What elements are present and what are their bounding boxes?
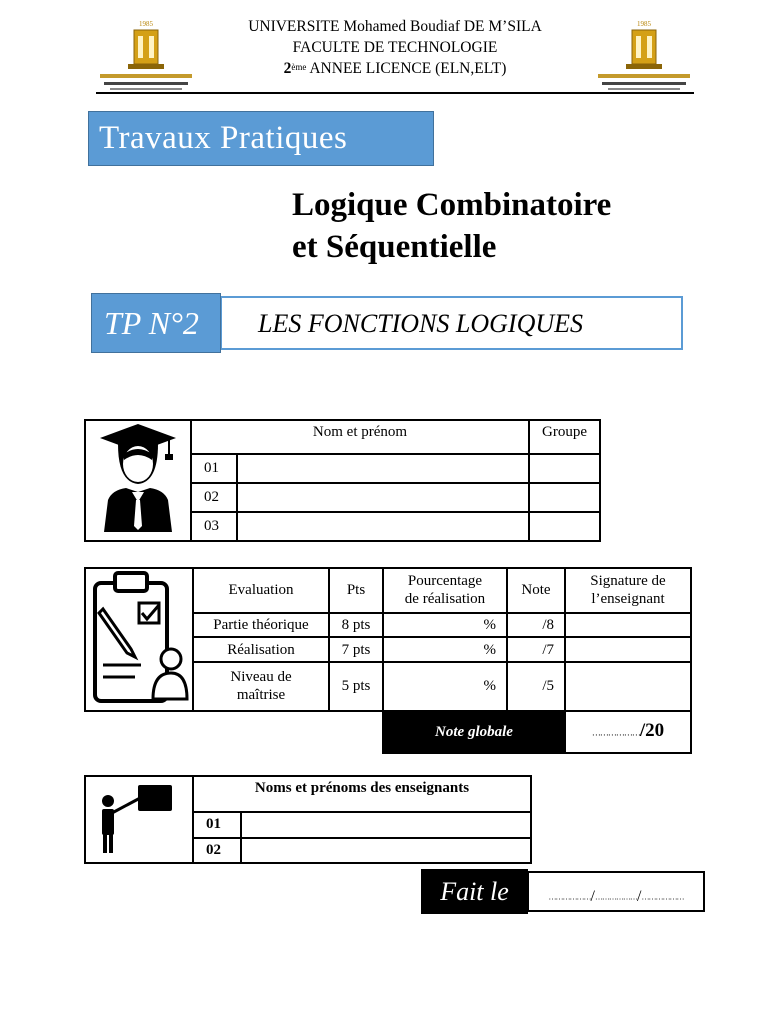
evaluation-points: 5 pts xyxy=(329,662,383,711)
student-group-field[interactable] xyxy=(529,512,600,541)
clipboard-icon xyxy=(89,569,189,705)
global-note-field[interactable] xyxy=(565,711,691,753)
teacher-name-field[interactable] xyxy=(241,838,531,863)
student-name-field[interactable] xyxy=(237,454,529,483)
signature-column-header: Signature de l’enseignant xyxy=(565,568,691,613)
teacher-icon xyxy=(86,777,190,857)
faculty-name: FACULTE DE TECHNOLOGIE xyxy=(292,39,498,56)
percent-column-header: Pourcentage de réalisation xyxy=(383,568,507,613)
note-field[interactable]: /7 xyxy=(507,637,565,662)
note-field[interactable]: /8 xyxy=(507,613,565,638)
date-field[interactable]: ………………/………………/……………… xyxy=(527,871,705,912)
evaluation-icon-cell xyxy=(85,568,193,711)
students-table xyxy=(84,419,601,542)
teacher-icon-cell xyxy=(85,776,193,863)
evaluation-points: 8 pts xyxy=(329,613,383,638)
global-note-label: Note globale xyxy=(383,711,565,753)
university-name: UNIVERSITE Mohamed Boudiaf DE M’SILA xyxy=(248,18,542,35)
teacher-name-field[interactable] xyxy=(241,812,531,837)
evaluation-table xyxy=(84,567,692,754)
study-year: 2ème ANNEE LICENCE (ELN,ELT) xyxy=(283,60,507,77)
title-banner: Travaux Pratiques xyxy=(88,111,434,166)
global-note-dots: ……………… xyxy=(591,727,640,738)
row-number: 03 xyxy=(191,512,237,541)
row-number: 02 xyxy=(191,483,237,512)
document-header xyxy=(96,10,694,94)
global-note-total: /20 xyxy=(639,720,665,742)
student-group-field[interactable] xyxy=(529,454,600,483)
row-number: 02 xyxy=(193,838,241,863)
note-field[interactable]: /5 xyxy=(507,662,565,711)
student-name-field[interactable] xyxy=(237,483,529,512)
date-label: Fait le xyxy=(421,869,528,914)
student-icon-cell xyxy=(85,420,191,541)
tp-theme: LES FONCTIONS LOGIQUES xyxy=(258,309,584,338)
evaluation-label: Niveau de maîtrise xyxy=(193,662,329,711)
row-number: 01 xyxy=(191,454,237,483)
row-number: 01 xyxy=(193,812,241,837)
signature-field[interactable] xyxy=(565,662,691,711)
tp-number: TP N°2 xyxy=(91,293,221,353)
teachers-table xyxy=(84,775,532,864)
student-name-field[interactable] xyxy=(237,512,529,541)
signature-field[interactable] xyxy=(565,613,691,638)
percent-field[interactable]: % xyxy=(383,662,507,711)
logo-year-right: 1985 xyxy=(637,20,651,28)
note-column-header: Note xyxy=(507,568,565,613)
evaluation-column-header: Evaluation xyxy=(193,568,329,613)
evaluation-label: Partie théorique xyxy=(193,613,329,638)
pts-column-header: Pts xyxy=(329,568,383,613)
group-column-header: Groupe xyxy=(529,420,600,454)
graduate-icon xyxy=(98,422,178,534)
signature-field[interactable] xyxy=(565,637,691,662)
logo-year: 1985 xyxy=(139,20,153,28)
university-logo-right xyxy=(594,16,694,96)
student-group-field[interactable] xyxy=(529,483,600,512)
percent-field[interactable]: % xyxy=(383,613,507,638)
evaluation-points: 7 pts xyxy=(329,637,383,662)
subject-title: Logique Combinatoire et Séquentielle xyxy=(292,187,612,265)
evaluation-label: Réalisation xyxy=(193,637,329,662)
name-column-header: Nom et prénom xyxy=(191,420,529,454)
teachers-column-header: Noms et prénoms des enseignants xyxy=(193,776,531,812)
percent-field[interactable]: % xyxy=(383,637,507,662)
university-logo xyxy=(96,16,196,96)
